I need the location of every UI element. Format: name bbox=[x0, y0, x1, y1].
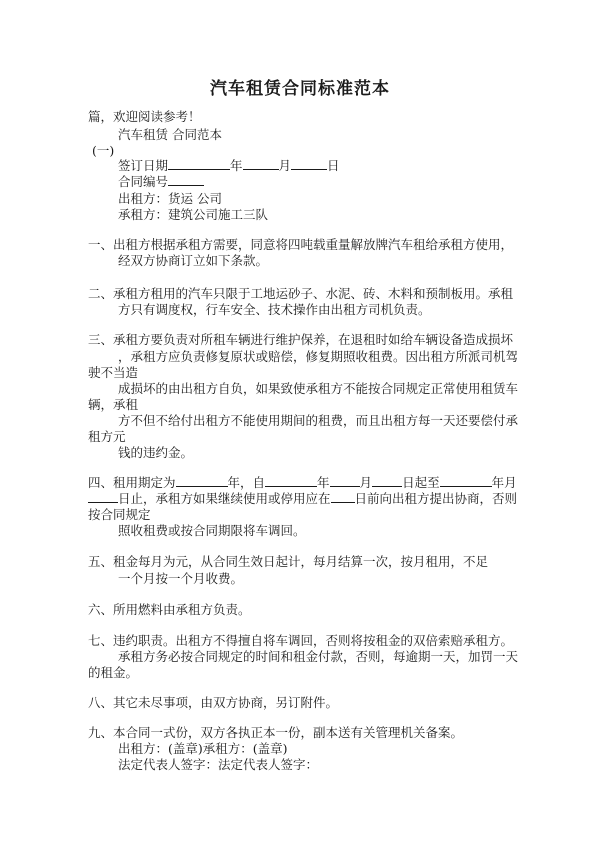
signature-reps-line: 法定代表人签字：法定代表人签字： bbox=[118, 757, 319, 772]
clause-2-line: 二、承租方租用的汽车只限于工地运砂子、水泥、砖、木料和预制板用。承租 bbox=[88, 286, 514, 301]
clause-4-text: 年，自 bbox=[227, 475, 266, 490]
intro-subtitle: 汽车租赁 合同范本 bbox=[118, 127, 222, 142]
start-year-blank bbox=[265, 474, 317, 487]
clause-3-line: 成损坏的由出租方自负，如果致使承租方不能按合同规定正常使用租赁车 bbox=[118, 381, 519, 396]
clause-7-line: 承租方务必按合同规定的时间和租金付款，否则，每逾期一天，加罚一天 bbox=[118, 649, 519, 664]
clause-1-line: 一、出租方根据承租方需要，同意将四吨载重量解放牌汽车租给承租方使用， bbox=[88, 237, 514, 252]
clause-1-line: 经双方协商订立如下条款。 bbox=[118, 253, 269, 268]
sign-date-year-blank bbox=[168, 157, 230, 170]
start-month-blank bbox=[330, 474, 360, 487]
lessee-line: 承租方：建筑公司施工三队 bbox=[118, 207, 269, 222]
intro-line: 篇，欢迎阅读参考！ bbox=[88, 109, 201, 124]
clause-5-line: 五、租金每月为元，从合同生效日起计，每月结算一次，按月租用，不足 bbox=[88, 554, 489, 569]
clause-4-line bbox=[88, 490, 517, 508]
clause-4-line: 照收租费或按合同期限将车调回。 bbox=[118, 523, 306, 538]
clause-4-text: 四、租用期定为 bbox=[88, 475, 176, 490]
clause-3-line: ，承租方应负责修复原状或赔偿，修复期照收租费。因出租方所派司机驾 bbox=[118, 349, 519, 364]
clause-7-line: 的租金。 bbox=[88, 665, 139, 680]
clause-8-line: 八、其它未尽事项，由双方协商，另订附件。 bbox=[88, 695, 339, 710]
clause-2-line: 方只有调度权，行车安全、技术操作由出租方司机负责。 bbox=[118, 302, 431, 317]
clause-3-line: 钱的违约金。 bbox=[118, 445, 194, 460]
contract-number-line bbox=[118, 173, 204, 191]
clause-3-line: 方不但不给付出租方不能使用期间的租费，而且出租方每一天还要偿付承 bbox=[118, 413, 519, 428]
lessor-line: 出租方：货运 公司 bbox=[118, 191, 222, 206]
clause-4-line: 按合同规定 bbox=[88, 507, 151, 522]
term-years-blank bbox=[176, 474, 228, 487]
day-label: 日 bbox=[327, 158, 340, 173]
clause-7-line: 七、违约职责。出租方不得擅自将车调回，否则将按租金的双倍索赔承租方。 bbox=[88, 633, 514, 648]
start-day-blank bbox=[372, 474, 402, 487]
clause-9-line: 九、本合同一式份，双方各执正本一份，副本送有关管理机关备案。 bbox=[88, 725, 464, 740]
clause-4-text: 月 bbox=[359, 475, 373, 490]
clause-4-text: 日起至 bbox=[402, 475, 440, 490]
contract-number-blank bbox=[168, 173, 204, 186]
clause-4-text: 年月 bbox=[491, 475, 517, 490]
end-year-blank bbox=[440, 474, 492, 487]
sign-date-month-blank bbox=[243, 157, 279, 170]
notice-day-blank bbox=[331, 490, 355, 503]
contract-number-label: 合同编号 bbox=[118, 174, 169, 189]
clause-3-line: 辆，承租 bbox=[88, 397, 139, 412]
month-label: 月 bbox=[278, 158, 292, 173]
document-title: 汽车租赁合同标准范本 bbox=[210, 79, 390, 99]
clause-5-line: 一个月按一个月收费。 bbox=[118, 571, 244, 586]
sign-date-day-blank bbox=[291, 157, 327, 170]
clause-4-text: 日止，承租方如果继续使用或停用应在 bbox=[118, 491, 331, 506]
year-label: 年 bbox=[230, 158, 243, 173]
clause-3-line: 驶不当造 bbox=[88, 365, 139, 380]
clause-4-text: 年 bbox=[317, 475, 330, 490]
end-day-blank bbox=[88, 490, 118, 503]
clause-3-line: 三、承租方要负责对所租车辆进行维护保养，在退租时如给车辆设备造成损坏 bbox=[88, 332, 514, 347]
signature-parties-line: 出租方：(盖章)承租方：(盖章) bbox=[118, 741, 288, 756]
section-number: (一) bbox=[92, 143, 115, 158]
clause-6-line: 六、所用燃料由承租方负责。 bbox=[88, 602, 251, 617]
clause-3-line: 租方元 bbox=[88, 429, 126, 444]
sign-date-label: 签订日期 bbox=[118, 158, 169, 173]
clause-4-text: 日前向出租方提出协商，否则 bbox=[354, 491, 518, 506]
